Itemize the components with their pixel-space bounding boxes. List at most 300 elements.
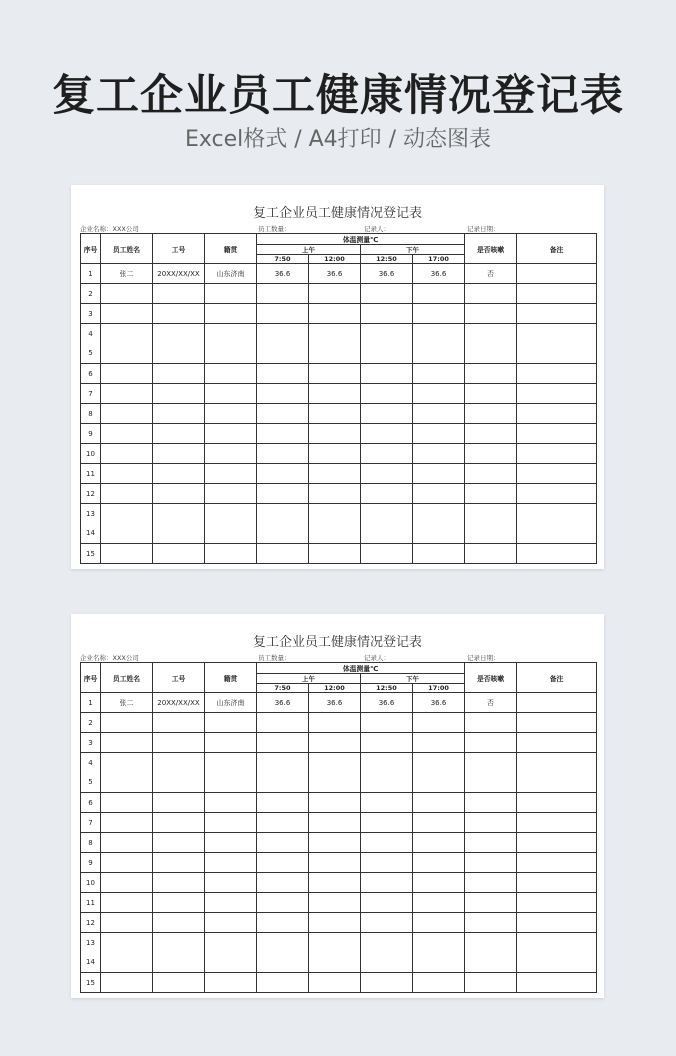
cell-t3 [361, 973, 413, 993]
cell-origin: 山东济南 [205, 693, 257, 713]
cell-id [153, 913, 205, 933]
cell-id [153, 544, 205, 564]
row-seq [81, 933, 101, 973]
cell-cough [465, 913, 517, 933]
cell-t4 [413, 893, 465, 913]
header-time-3: 12:50 [361, 684, 413, 693]
cell-t4 [413, 404, 465, 424]
cell-t4 [413, 713, 465, 733]
cell-t4 [413, 973, 465, 993]
row-seq: 1 [81, 264, 101, 284]
cell-id [153, 484, 205, 504]
cell-cough [465, 444, 517, 464]
cell-id [153, 813, 205, 833]
header-time-1: 7:50 [257, 255, 309, 264]
cell-cough [465, 733, 517, 753]
cell-name [101, 284, 153, 304]
cell-cough [465, 973, 517, 993]
cell-cough [465, 813, 517, 833]
cell-t1 [257, 973, 309, 993]
cell-t3 [361, 364, 413, 384]
cell-t1 [257, 873, 309, 893]
cell-t3 [361, 853, 413, 873]
table-row [81, 364, 597, 384]
cell-t3 [361, 444, 413, 464]
header-id: 工号 [153, 234, 205, 264]
cell-cough [465, 284, 517, 304]
cell-t2 [309, 853, 361, 873]
row-seq [81, 753, 101, 793]
cell-note [517, 973, 597, 993]
company-label: 企业名称：XXX公司 [80, 225, 139, 233]
table-row [81, 444, 597, 464]
cell-cough [465, 893, 517, 913]
cell-t1 [257, 504, 309, 544]
cell-origin [205, 284, 257, 304]
cell-cough [465, 384, 517, 404]
cell-t1 [257, 853, 309, 873]
header-time-2: 12:00 [309, 684, 361, 693]
cell-t2 [309, 424, 361, 444]
cell-t3 [361, 813, 413, 833]
cell-note [517, 893, 597, 913]
cell-t3 [361, 424, 413, 444]
cell-note [517, 713, 597, 733]
row-seq: 12 [81, 913, 101, 933]
cell-t4 [413, 364, 465, 384]
table-row [81, 284, 597, 304]
cell-origin [205, 713, 257, 733]
cell-name [101, 324, 153, 364]
cell-name [101, 913, 153, 933]
cell-origin [205, 753, 257, 793]
company-label: 企业名称：XXX公司 [80, 654, 139, 662]
cell-t2 [309, 484, 361, 504]
cell-cough [465, 504, 517, 544]
table-row [81, 913, 597, 933]
cell-id [153, 284, 205, 304]
cell-t3: 36.6 [361, 693, 413, 713]
cell-id [153, 713, 205, 733]
cell-id [153, 853, 205, 873]
table-row [81, 504, 597, 544]
cell-note [517, 364, 597, 384]
row-seq-b: 5 [88, 778, 93, 787]
cell-cough [465, 793, 517, 813]
cell-origin [205, 544, 257, 564]
cell-id [153, 464, 205, 484]
record-date-label: 记录日期： [467, 654, 500, 662]
cell-name [101, 893, 153, 913]
cell-t2: 36.6 [309, 693, 361, 713]
table-row [81, 973, 597, 993]
cell-t2 [309, 733, 361, 753]
cell-t3 [361, 464, 413, 484]
row-seq: 3 [81, 304, 101, 324]
cell-name [101, 813, 153, 833]
row-seq: 15 [81, 973, 101, 993]
cell-t3 [361, 873, 413, 893]
cell-t1 [257, 793, 309, 813]
cell-note [517, 404, 597, 424]
row-seq: 9 [81, 424, 101, 444]
cell-cough [465, 324, 517, 364]
cell-t3 [361, 384, 413, 404]
cell-t3 [361, 324, 413, 364]
table-row [81, 404, 597, 424]
cell-t3 [361, 933, 413, 973]
cell-t4 [413, 384, 465, 404]
cell-name [101, 384, 153, 404]
cell-t2 [309, 793, 361, 813]
cell-name [101, 484, 153, 504]
employee-count-label: 员工数量： [258, 654, 291, 662]
cell-t3 [361, 793, 413, 813]
row-seq: 8 [81, 404, 101, 424]
cell-note [517, 853, 597, 873]
table-row [81, 324, 597, 364]
cell-t4 [413, 484, 465, 504]
row-seq [81, 324, 101, 364]
row-seq: 11 [81, 464, 101, 484]
cell-t1 [257, 813, 309, 833]
cell-t2 [309, 813, 361, 833]
row-seq: 11 [81, 893, 101, 913]
cell-name [101, 544, 153, 564]
cell-id [153, 873, 205, 893]
hero-subtitle: Excel格式 / A4打印 / 动态图表 [184, 127, 492, 152]
cell-t3 [361, 913, 413, 933]
cell-t3 [361, 713, 413, 733]
cell-t4 [413, 873, 465, 893]
table-row [81, 933, 597, 973]
cell-t4 [413, 793, 465, 813]
cell-note [517, 833, 597, 853]
cell-note [517, 504, 597, 544]
cell-id [153, 833, 205, 853]
row-seq-b: 14 [86, 958, 95, 967]
header-seq: 序号 [81, 234, 101, 264]
row-seq: 6 [81, 364, 101, 384]
table-row [81, 464, 597, 484]
cell-name: 张二 [101, 264, 153, 284]
header-time-4: 17:00 [413, 255, 465, 264]
cell-origin [205, 853, 257, 873]
row-seq-a: 13 [86, 938, 95, 947]
cell-note [517, 304, 597, 324]
cell-t1 [257, 384, 309, 404]
cell-cough [465, 364, 517, 384]
cell-id [153, 304, 205, 324]
cell-name [101, 304, 153, 324]
header-time-4: 17:00 [413, 684, 465, 693]
cell-origin [205, 384, 257, 404]
recorder-label: 记录人： [364, 654, 390, 662]
header-origin: 籍贯 [205, 663, 257, 693]
cell-id: 20XX/XX/XX [153, 693, 205, 713]
table-row [81, 484, 597, 504]
cell-origin [205, 464, 257, 484]
row-seq-b: 5 [88, 349, 93, 358]
cell-id [153, 424, 205, 444]
row-seq-a: 4 [88, 329, 93, 338]
cell-cough [465, 853, 517, 873]
cell-t4 [413, 504, 465, 544]
row-seq-a: 13 [86, 509, 95, 518]
cell-cough [465, 544, 517, 564]
recorder-label: 记录人： [364, 225, 390, 233]
table-row [81, 853, 597, 873]
header-name: 员工姓名 [101, 663, 153, 693]
cell-origin [205, 973, 257, 993]
cell-t2 [309, 404, 361, 424]
header-pm: 下午 [361, 245, 465, 255]
cell-origin [205, 793, 257, 813]
cell-id [153, 753, 205, 793]
cell-note [517, 444, 597, 464]
cell-t1 [257, 364, 309, 384]
cell-origin [205, 933, 257, 973]
cell-t4 [413, 424, 465, 444]
cell-note [517, 264, 597, 284]
table-row [81, 893, 597, 913]
row-seq: 6 [81, 793, 101, 813]
cell-cough: 否 [465, 693, 517, 713]
table-row [81, 304, 597, 324]
cell-t1 [257, 833, 309, 853]
cell-note [517, 484, 597, 504]
cell-cough [465, 873, 517, 893]
header-pm: 下午 [361, 674, 465, 684]
cell-t3 [361, 484, 413, 504]
cell-name [101, 793, 153, 813]
cell-t2 [309, 713, 361, 733]
cell-name [101, 464, 153, 484]
cell-t1 [257, 753, 309, 793]
cell-origin [205, 733, 257, 753]
header-am: 上午 [257, 674, 361, 684]
cell-cough: 否 [465, 264, 517, 284]
cell-note [517, 424, 597, 444]
sheet-preview-1 [71, 185, 604, 569]
cell-name [101, 833, 153, 853]
cell-t2 [309, 544, 361, 564]
cell-t2 [309, 873, 361, 893]
cell-t2: 36.6 [309, 264, 361, 284]
cell-note [517, 933, 597, 973]
row-seq: 7 [81, 384, 101, 404]
cell-origin: 山东济南 [205, 264, 257, 284]
cell-origin [205, 444, 257, 464]
cell-name [101, 364, 153, 384]
cell-name [101, 933, 153, 973]
cell-origin [205, 404, 257, 424]
cell-origin [205, 813, 257, 833]
cell-origin [205, 484, 257, 504]
row-seq: 7 [81, 813, 101, 833]
table-row [81, 793, 597, 813]
row-seq: 9 [81, 853, 101, 873]
header-cough: 是否咳嗽 [465, 234, 517, 264]
sheet-title: 复工企业员工健康情况登记表 [252, 206, 422, 221]
cell-origin [205, 364, 257, 384]
cell-name [101, 504, 153, 544]
cell-note [517, 913, 597, 933]
row-seq: 8 [81, 833, 101, 853]
cell-origin [205, 304, 257, 324]
cell-note [517, 464, 597, 484]
hero-title: 复工企业员工健康情况登记表 [52, 71, 624, 121]
cell-name [101, 424, 153, 444]
row-seq: 3 [81, 733, 101, 753]
header-cough: 是否咳嗽 [465, 663, 517, 693]
cell-t1 [257, 484, 309, 504]
record-date-label: 记录日期： [467, 225, 500, 233]
cell-t1 [257, 404, 309, 424]
cell-t3 [361, 893, 413, 913]
cell-note [517, 384, 597, 404]
header-time-1: 7:50 [257, 684, 309, 693]
cell-t1 [257, 713, 309, 733]
row-seq: 2 [81, 284, 101, 304]
cell-t4 [413, 444, 465, 464]
table-row [81, 833, 597, 853]
cell-t1: 36.6 [257, 264, 309, 284]
cell-t4 [413, 913, 465, 933]
cell-name [101, 853, 153, 873]
cell-t1 [257, 733, 309, 753]
cell-id [153, 404, 205, 424]
cell-note [517, 284, 597, 304]
cell-t4 [413, 813, 465, 833]
cell-t2 [309, 284, 361, 304]
cell-id [153, 444, 205, 464]
table-row [81, 873, 597, 893]
cell-t2 [309, 833, 361, 853]
cell-t1 [257, 464, 309, 484]
header-time-2: 12:00 [309, 255, 361, 264]
cell-id: 20XX/XX/XX [153, 264, 205, 284]
cell-cough [465, 404, 517, 424]
cell-t3 [361, 404, 413, 424]
row-seq: 12 [81, 484, 101, 504]
header-temperature: 体温测量℃ [257, 663, 465, 674]
sheet-preview-2 [71, 614, 604, 998]
cell-note [517, 693, 597, 713]
header-note: 备注 [517, 663, 597, 693]
row-seq: 10 [81, 873, 101, 893]
header-time-3: 12:50 [361, 255, 413, 264]
cell-name [101, 444, 153, 464]
cell-t4 [413, 284, 465, 304]
row-seq: 2 [81, 713, 101, 733]
row-seq-b: 14 [86, 529, 95, 538]
table-row [81, 544, 597, 564]
cell-name [101, 733, 153, 753]
cell-t4 [413, 464, 465, 484]
cell-t2 [309, 893, 361, 913]
cell-origin [205, 913, 257, 933]
cell-name [101, 973, 153, 993]
cell-t1 [257, 933, 309, 973]
cell-t2 [309, 444, 361, 464]
cell-t2 [309, 384, 361, 404]
cell-id [153, 893, 205, 913]
cell-id [153, 933, 205, 973]
cell-t3 [361, 544, 413, 564]
cell-t4: 36.6 [413, 693, 465, 713]
cell-t2 [309, 364, 361, 384]
cell-t4 [413, 544, 465, 564]
cell-t1 [257, 324, 309, 364]
cell-t2 [309, 324, 361, 364]
cell-origin [205, 873, 257, 893]
cell-t2 [309, 933, 361, 973]
cell-t4: 36.6 [413, 264, 465, 284]
cell-origin [205, 504, 257, 544]
row-seq-a: 4 [88, 758, 93, 767]
cell-name: 张二 [101, 693, 153, 713]
header-temperature: 体温测量℃ [257, 234, 465, 245]
cell-id [153, 384, 205, 404]
table-row [81, 693, 597, 713]
row-seq [81, 504, 101, 544]
cell-id [153, 793, 205, 813]
cell-t4 [413, 833, 465, 853]
cell-name [101, 404, 153, 424]
cell-t1 [257, 424, 309, 444]
header-note: 备注 [517, 234, 597, 264]
cell-cough [465, 833, 517, 853]
cell-t4 [413, 933, 465, 973]
cell-origin [205, 833, 257, 853]
table-row [81, 813, 597, 833]
cell-cough [465, 713, 517, 733]
cell-note [517, 544, 597, 564]
cell-origin [205, 424, 257, 444]
cell-id [153, 324, 205, 364]
cell-t4 [413, 753, 465, 793]
cell-t4 [413, 853, 465, 873]
cell-note [517, 753, 597, 793]
cell-id [153, 973, 205, 993]
cell-note [517, 793, 597, 813]
cell-cough [465, 484, 517, 504]
cell-t3: 36.6 [361, 264, 413, 284]
cell-name [101, 753, 153, 793]
cell-t2 [309, 753, 361, 793]
cell-t1 [257, 304, 309, 324]
cell-t2 [309, 973, 361, 993]
header-am: 上午 [257, 245, 361, 255]
cell-t1: 36.6 [257, 693, 309, 713]
cell-cough [465, 933, 517, 973]
health-register-table [80, 662, 597, 993]
cell-note [517, 324, 597, 364]
cell-t4 [413, 324, 465, 364]
cell-t3 [361, 504, 413, 544]
cell-name [101, 713, 153, 733]
cell-id [153, 364, 205, 384]
cell-note [517, 873, 597, 893]
row-seq: 15 [81, 544, 101, 564]
health-register-table [80, 233, 597, 564]
cell-cough [465, 464, 517, 484]
cell-t1 [257, 544, 309, 564]
table-row [81, 384, 597, 404]
cell-origin [205, 893, 257, 913]
header-name: 员工姓名 [101, 234, 153, 264]
